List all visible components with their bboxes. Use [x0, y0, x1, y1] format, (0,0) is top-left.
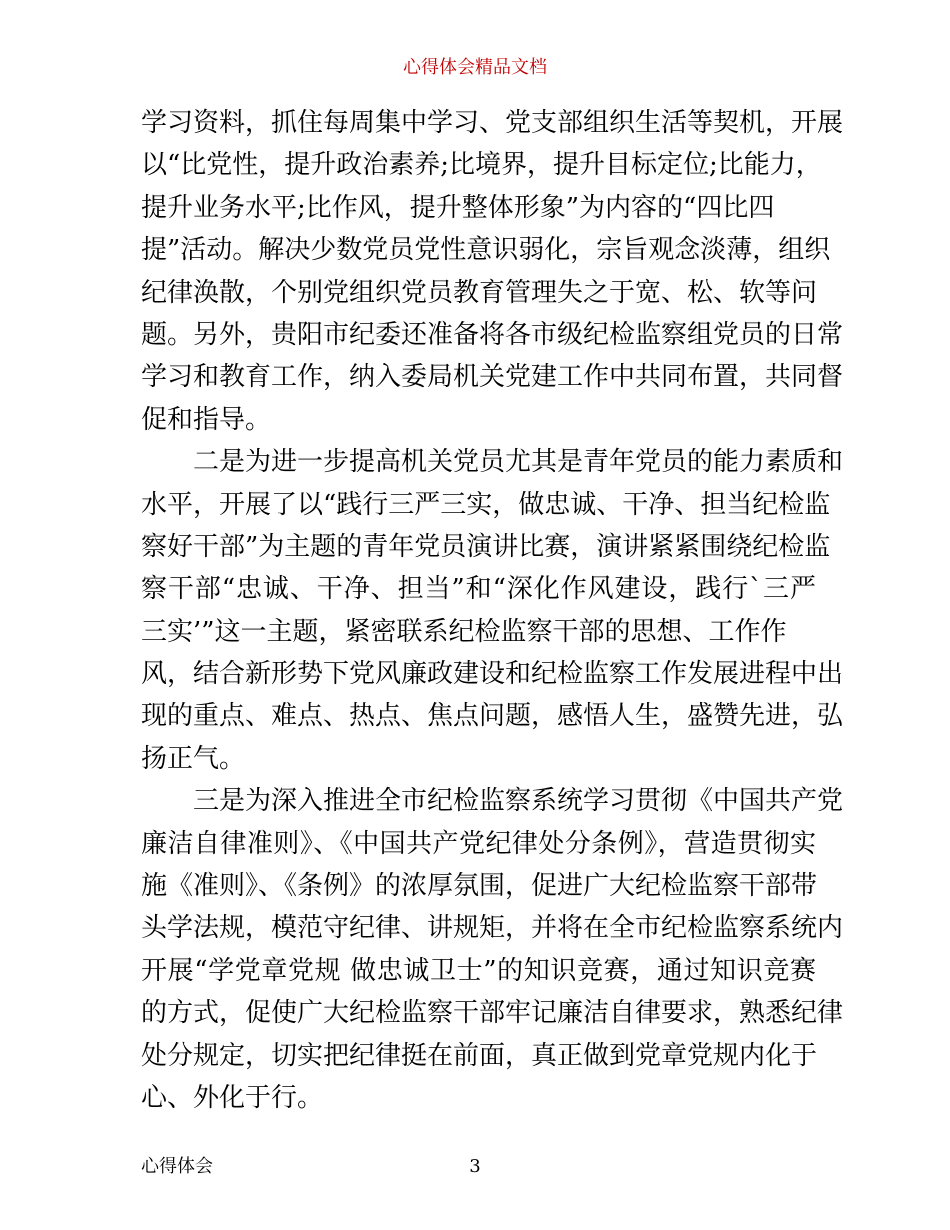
body-line: 风，结合新形势下党风廉政建设和纪检监察工作发展进程中出: [141, 659, 844, 690]
body-line: 学习资料，抓住每周集中学习、党支部组织生活等契机，开展: [141, 108, 844, 138]
body-line: 廉洁自律准则》、《中国共产党纪律处分条例》，营造贯彻实: [141, 828, 816, 859]
body-line: 以“比党性，提升政治素养;比境界，提升目标定位;比能力，: [141, 150, 822, 181]
body-line: 现的重点、难点、热点、焦点问题，感悟人生，盛赞先进，弘: [141, 701, 844, 732]
body-line: 察好干部”为主题的青年党员演讲比赛，演讲紧紧围绕纪检监: [141, 531, 831, 562]
body-line: 的方式，促使广大纪检监察干部牢记廉洁自律要求，熟悉纪律: [141, 998, 844, 1029]
body-line: 提升业务水平;比作风，提升整体形象”为内容的“四比四: [141, 192, 775, 223]
page-header-title: 心得体会精品文档: [403, 57, 547, 78]
body-line: 三是为深入推进全市纪检监察系统学习贯彻《中国共产党: [193, 786, 844, 817]
page-number: 3: [469, 1156, 481, 1177]
body-line: 开展“学党章党规 做忠诚卫士”的知识竞赛，通过知识竞赛: [141, 955, 816, 986]
body-line: 头学法规，模范守纪律、讲规矩，并将在全市纪检监察系统内: [141, 913, 844, 944]
body-line: 二是为进一步提高机关党员尤其是青年党员的能力素质和: [193, 447, 844, 478]
body-line: 处分规定，切实把纪律挺在前面，真正做到党章党规内化于: [141, 1040, 818, 1071]
body-line: 题。另外，贵阳市纪委还准备将各市级纪检监察组党员的日常: [141, 319, 844, 350]
body-line: 水平，开展了以“践行三严三实，做忠诚、干净、担当纪检监: [141, 489, 831, 520]
body-line: 促和指导。: [141, 404, 272, 435]
body-line: 提”活动。解决少数党员党性意识弱化，宗旨观念淡薄，组织: [141, 235, 831, 266]
body-line: 三实’”这一主题，紧密联系纪检监察干部的思想、工作作: [141, 616, 787, 647]
footer-label: 心得体会: [141, 1156, 213, 1177]
body-line: 学习和教育工作，纳入委局机关党建工作中共同布置，共同督: [141, 362, 844, 393]
body-line: 施《准则》、《条例》的浓厚氛围，促进广大纪检监察干部带: [141, 871, 818, 902]
body-line: 扬正气。: [141, 743, 246, 774]
body-line: 纪律涣散，个别党组织党员教育管理失之于宽、松、软等问: [141, 277, 818, 308]
body-line: 察干部“忠诚、干净、担当”和“深化作风建设，践行`三严: [141, 574, 816, 605]
body-line: 心、外化于行。: [141, 1082, 324, 1113]
document-body: [141, 102, 844, 1119]
